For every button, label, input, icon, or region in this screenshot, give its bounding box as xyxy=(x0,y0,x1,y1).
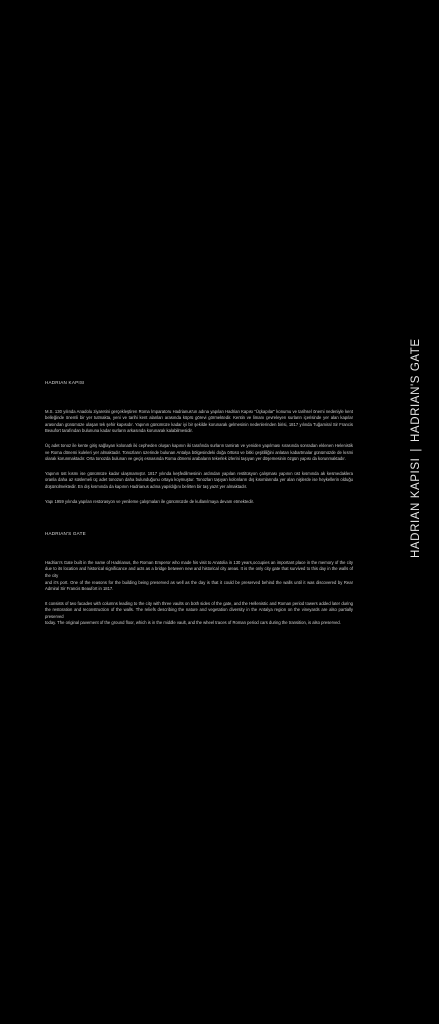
turkish-heading: HADRIAN KAPISI xyxy=(45,380,85,385)
article-body xyxy=(45,380,353,635)
title-separator: | xyxy=(410,447,422,452)
english-heading: HADRIAN'S GATE xyxy=(45,531,86,537)
vertical-title xyxy=(400,10,439,570)
turkish-paragraph: M.S. 130 yılında Anadolu ziyaretini gerçekleştiren Roma İmparatoru Hadrianus'un adına yapılan Hadrian Kapısı "Üçkapılar" konumu ve tarihsel önemi nedeniyle kent belleğinde önemli bir yer tutmakta, yeni ve tarihi kent alanları arasında köprü görevi görmektedir. Kentin ve limanı çevreleyen surların içerisinde yer alan kapılar arasından günümüze ulaşan tek şehir kapısıdır. Yapının günümüze kadar iyi bir şekilde korunarak gelmesinin nedenlerinden birisi, 1817 yılında Tuğamiral Sir Francis Beaufort tarafından bulununa kadar surların arkasında korunarak kalabilmesidir. xyxy=(45,408,353,434)
english-paragraph: and it's port. One of the reasons for the building being preserved as well as the day is that it could be preserved behind the walls until it was discovered by Rear Admiral Sir Francis Beaufort in 1817. xyxy=(45,579,353,592)
turkish-paragraph: Yapı 1959 yılında yapılan restorasyon ve yenileme çalışmaları ile günümüzde de kullanılmaya devam etmektedir. xyxy=(45,498,254,504)
turkish-paragraph: Üç adet tonoz ile kente giriş sağlayan kolonatlı iki cepheden oluşan kapının iki tarafında surların tamiratı ve yeniden yapılması sırasında sonradan eklenen Helenistik ve Roma dönemi kuleleri yer almaktadır. Tonozların üzerinde bulunan Antalya bölgesindeki doğa örtüsü ve bitki çeşitliliğini anlatan kabartmalar günümüzde de kısmi olarak korunmaktadır. Orta tonozda bulunan ve geçiş esnasında Roma dönemi arabaların tekerlek izlerini taşıyan yer döşemesinin özgün yapısı da korunmaktadır. xyxy=(45,442,353,462)
english-paragraph: Hadrian's Gate built in the name of Hadrianus, the Roman Emperor who made his visit to Anatolia in 130 years,occupies an important place in the memory of the city due to its location and historical significance and acts as a bridge between new and historical city areas. It is the only city gate that survived to this day in the walls of the city xyxy=(45,559,353,578)
title-turkish: HADRIAN KAPISI xyxy=(410,457,422,558)
turkish-paragraph: Yapının üst kısmı ise günümüze kadar ulaşmamıştır. 1817 yılında keşfedilmesinin ardından yapılan restitüsyon çalışması yapının üst kısmında ak kesmedaklera oranla daha az süslemeli üç adet tonozun daha bulunduğunu ortaya koymuştur. Tonozları taşıyan kolonların dış kısımlarında yer alan nişlerde ise heykellerin olduğu düşünülmektedir. En dış kısmında da kapının Hadrianus adına yapıldığını belirten bir taş yazıt yer almaktadır. xyxy=(45,470,353,489)
english-paragraph: today. The original pavement of the ground floor, which is in the middle vault, and the wheel traces of Roman period cars during the transition, is also preserved. xyxy=(45,620,341,626)
title-english: HADRIAN'S GATE xyxy=(410,338,422,442)
english-paragraph: It consists of two facades with columns leading to the city with three vaults on both sides of the gate, and the Hellenistic and Roman period towers added later during the restoration and reconstruction of the walls. The reliefs describing the nature and vegetation diversity in the Antalya region on the vineyards are also partially preserved xyxy=(45,600,353,619)
vertical-title-text xyxy=(410,338,422,558)
